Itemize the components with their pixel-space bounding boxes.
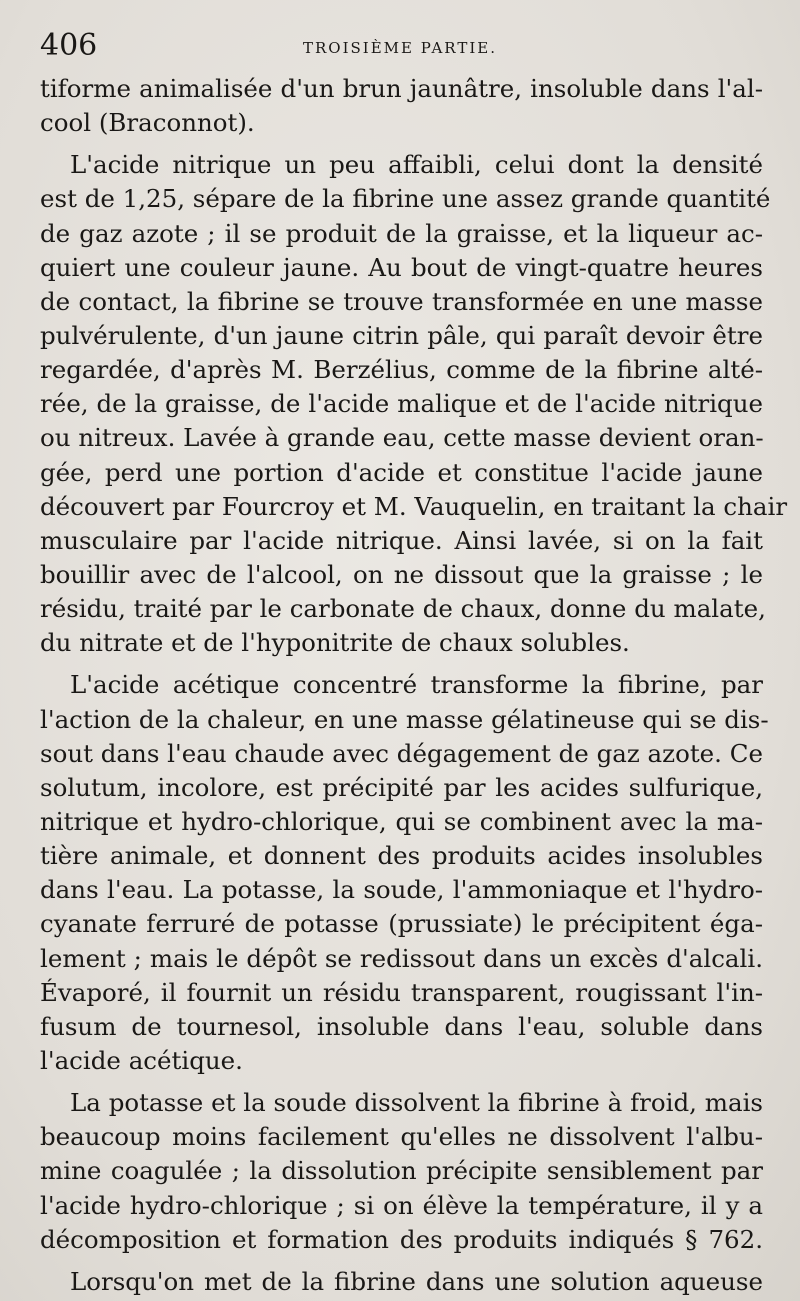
text-line: Lorsqu'on met de la fibrine dans une solution aqueuse xyxy=(70,1266,763,1296)
text-line: ou nitreux. Lavée à grande eau, cette masse devient oran- xyxy=(40,423,764,453)
text-line: mine coagulée ; la dissolution précipite sensiblement par xyxy=(40,1156,763,1186)
text-line: L'acide acétique concentré transforme la fibrine, par xyxy=(70,670,763,700)
text-line: de contact, la fibrine se trouve transformée en une masse xyxy=(40,286,763,316)
text-line: cool (Braconnot). xyxy=(40,108,255,138)
body-text xyxy=(40,72,788,1299)
text-line: sout dans l'eau chaude avec dégagement de gaz azote. Ce xyxy=(40,738,763,768)
text-line: cyanate ferruré de potasse (prussiate) le précipitent éga- xyxy=(40,909,763,939)
text-line: musculaire par l'acide nitrique. Ainsi lavée, si on la fait xyxy=(40,525,763,555)
text-line: gée, perd une portion d'acide et constitue l'acide jaune xyxy=(40,457,763,487)
text-line: regardée, d'après M. Berzélius, comme de la fibrine alté- xyxy=(40,355,763,385)
text-line: rée, de la graisse, de l'acide malique et de l'acide nitrique xyxy=(40,389,763,419)
text-line: dans l'eau. La potasse, la soude, l'ammoniaque et l'hydro- xyxy=(40,875,763,905)
text-line: fusum de tournesol, insoluble dans l'eau, soluble dans xyxy=(40,1011,763,1041)
text-line: L'acide nitrique un peu affaibli, celui dont la densité xyxy=(70,150,763,180)
text-line: tière animale, et donnent des produits acides insolubles xyxy=(40,841,763,871)
text-line: solutum, incolore, est précipité par les acides sulfurique, xyxy=(40,772,763,802)
page-header xyxy=(40,26,760,66)
text-line: beaucoup moins facilement qu'elles ne dissolvent l'albu- xyxy=(40,1122,763,1152)
page-number: 406 xyxy=(40,28,98,63)
text-line: du nitrate et de l'hyponitrite de chaux solubles. xyxy=(40,628,630,658)
text-line: pulvérulente, d'un jaune citrin pâle, qui paraît devoir être xyxy=(40,320,763,350)
text-line: résidu, traité par le carbonate de chaux, donne du malate, xyxy=(40,594,766,624)
text-line: bouillir avec de l'alcool, on ne dissout que la graisse ; le xyxy=(40,559,763,589)
text-line: l'acide hydro-chlorique ; si on élève la température, il y a xyxy=(40,1190,763,1220)
text-line: lement ; mais le dépôt se redissout dans un excès d'alcali. xyxy=(40,943,763,973)
text-line: l'acide acétique. xyxy=(40,1045,243,1075)
text-line: décomposition et formation des produits indiqués § 762. xyxy=(40,1224,763,1254)
text-line: l'action de la chaleur, en une masse gélatineuse qui se dis- xyxy=(40,704,769,734)
text-line: est de 1,25, sépare de la fibrine une assez grande quantité xyxy=(40,184,771,214)
running-title: TROISIÈME PARTIE. xyxy=(303,39,497,57)
text-line: Évaporé, il fournit un résidu transparent, rougissant l'in- xyxy=(40,977,763,1007)
text-line: de gaz azote ; il se produit de la graisse, et la liqueur ac- xyxy=(40,218,763,248)
text-line: découvert par Fourcroy et M. Vauquelin, en traitant la chair xyxy=(40,491,788,521)
text-line: La potasse et la soude dissolvent la fibrine à froid, mais xyxy=(70,1088,763,1118)
text-line: quiert une couleur jaune. Au bout de vingt-quatre heures xyxy=(40,252,763,282)
text-line: tiforme animalisée d'un brun jaunâtre, insoluble dans l'al- xyxy=(40,74,763,103)
text-line: nitrique et hydro-chlorique, qui se combinent avec la ma- xyxy=(40,806,763,836)
